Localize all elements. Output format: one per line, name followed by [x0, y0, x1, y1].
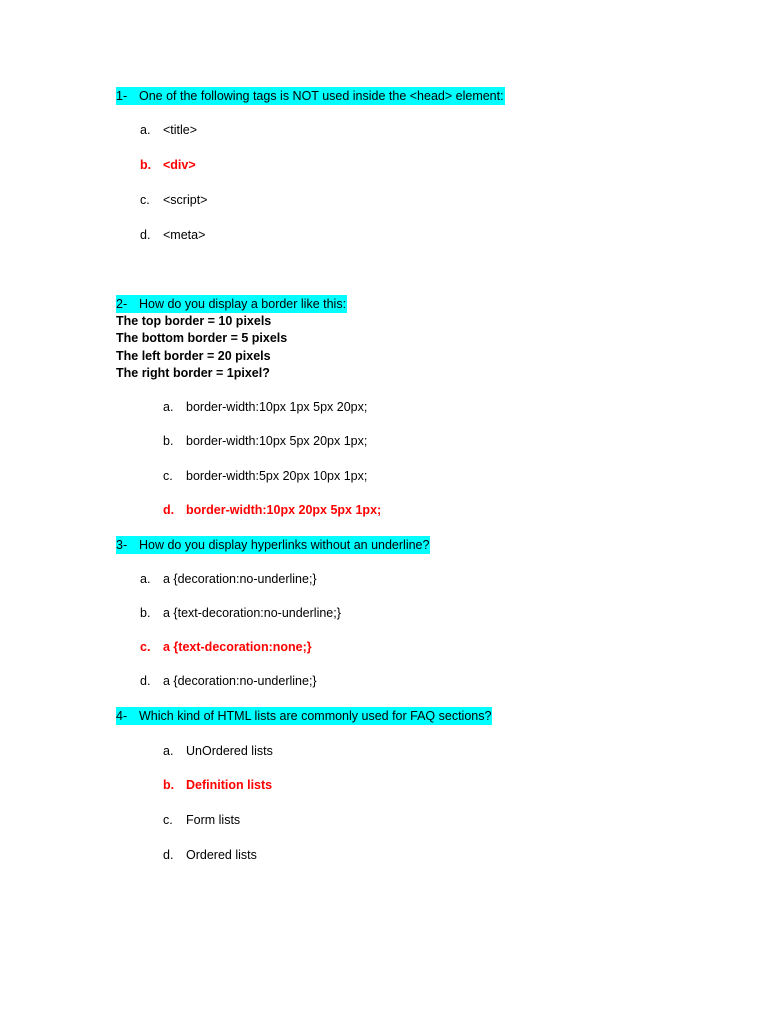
option-letter: c. — [163, 469, 173, 483]
question-4-option-b-answer — [163, 776, 272, 794]
question-2-detail-line: The left border = 20 pixels — [116, 349, 271, 363]
question-1-option-c — [140, 191, 207, 209]
option-text: a {text-decoration:no-underline;} — [163, 606, 341, 620]
question-1-option-d — [140, 226, 205, 244]
question-2-highlight — [116, 295, 347, 313]
option-letter: a. — [140, 123, 151, 137]
question-1-option-a — [140, 121, 197, 139]
question-4-highlight — [116, 707, 492, 725]
option-text: a {text-decoration:none;} — [163, 640, 312, 654]
question-4-number: 4- — [116, 709, 128, 723]
question-2-detail-line: The right border = 1pixel? — [116, 366, 270, 380]
question-4-heading — [116, 707, 492, 725]
option-text: border-width:5px 20px 10px 1px; — [186, 469, 368, 483]
option-letter: b. — [140, 606, 151, 620]
question-2-option-d-answer — [163, 501, 381, 519]
option-letter: c. — [140, 193, 150, 207]
option-letter: a. — [163, 744, 174, 758]
question-2-heading — [116, 295, 347, 313]
option-text: Form lists — [186, 813, 241, 827]
option-letter: b. — [163, 778, 175, 792]
question-2-number: 2- — [116, 297, 128, 311]
option-text: <script> — [163, 193, 208, 207]
option-text: Ordered lists — [186, 848, 257, 862]
option-text: <title> — [163, 123, 198, 137]
question-3-number: 3- — [116, 538, 128, 552]
option-text: UnOrdered lists — [186, 744, 273, 758]
option-letter: a. — [163, 400, 174, 414]
question-4-option-d — [163, 846, 257, 864]
question-4-option-c — [163, 811, 240, 829]
option-text: Definition lists — [186, 778, 273, 792]
question-2-option-a — [163, 398, 367, 416]
question-3-highlight — [116, 536, 430, 554]
option-letter: b. — [163, 434, 174, 448]
question-3-option-d — [140, 672, 317, 690]
option-text: border-width:10px 5px 20px 1px; — [186, 434, 368, 448]
question-1-heading — [116, 87, 505, 105]
option-text: a {decoration:no-underline;} — [163, 572, 317, 586]
option-text: border-width:10px 1px 5px 20px; — [186, 400, 368, 414]
option-letter: d. — [163, 848, 174, 862]
option-letter: d. — [163, 503, 175, 517]
question-3-option-b — [140, 604, 341, 622]
question-1-highlight — [116, 87, 505, 105]
question-2-detail-line: The bottom border = 5 pixels — [116, 331, 288, 345]
option-letter: d. — [140, 228, 151, 242]
option-text: <div> — [163, 158, 196, 172]
question-4-text: Which kind of HTML lists are commonly used for FAQ sections? — [139, 709, 492, 723]
question-1-text: One of the following tags is NOT used inside the <head> element: — [139, 89, 504, 103]
question-2-option-b — [163, 432, 367, 450]
question-2-option-c — [163, 467, 367, 485]
option-letter: a. — [140, 572, 151, 586]
option-letter: d. — [140, 674, 151, 688]
question-1-option-b-answer — [140, 156, 196, 174]
option-letter: b. — [140, 158, 152, 172]
option-letter: c. — [163, 813, 173, 827]
option-letter: c. — [140, 640, 151, 654]
question-2-text: How do you display a border like this: — [139, 297, 347, 311]
question-3-option-c-answer — [140, 638, 312, 656]
question-3-option-a — [140, 570, 317, 588]
question-3-heading — [116, 536, 430, 554]
option-text: <meta> — [163, 228, 206, 242]
question-1-number: 1- — [116, 89, 128, 103]
question-2-detail-line: The top border = 10 pixels — [116, 314, 272, 328]
option-text: a {decoration:no-underline;} — [163, 674, 317, 688]
option-text: border-width:10px 20px 5px 1px; — [186, 503, 382, 517]
question-4-option-a — [163, 742, 273, 760]
question-3-text: How do you display hyperlinks without an underline? — [139, 538, 430, 552]
